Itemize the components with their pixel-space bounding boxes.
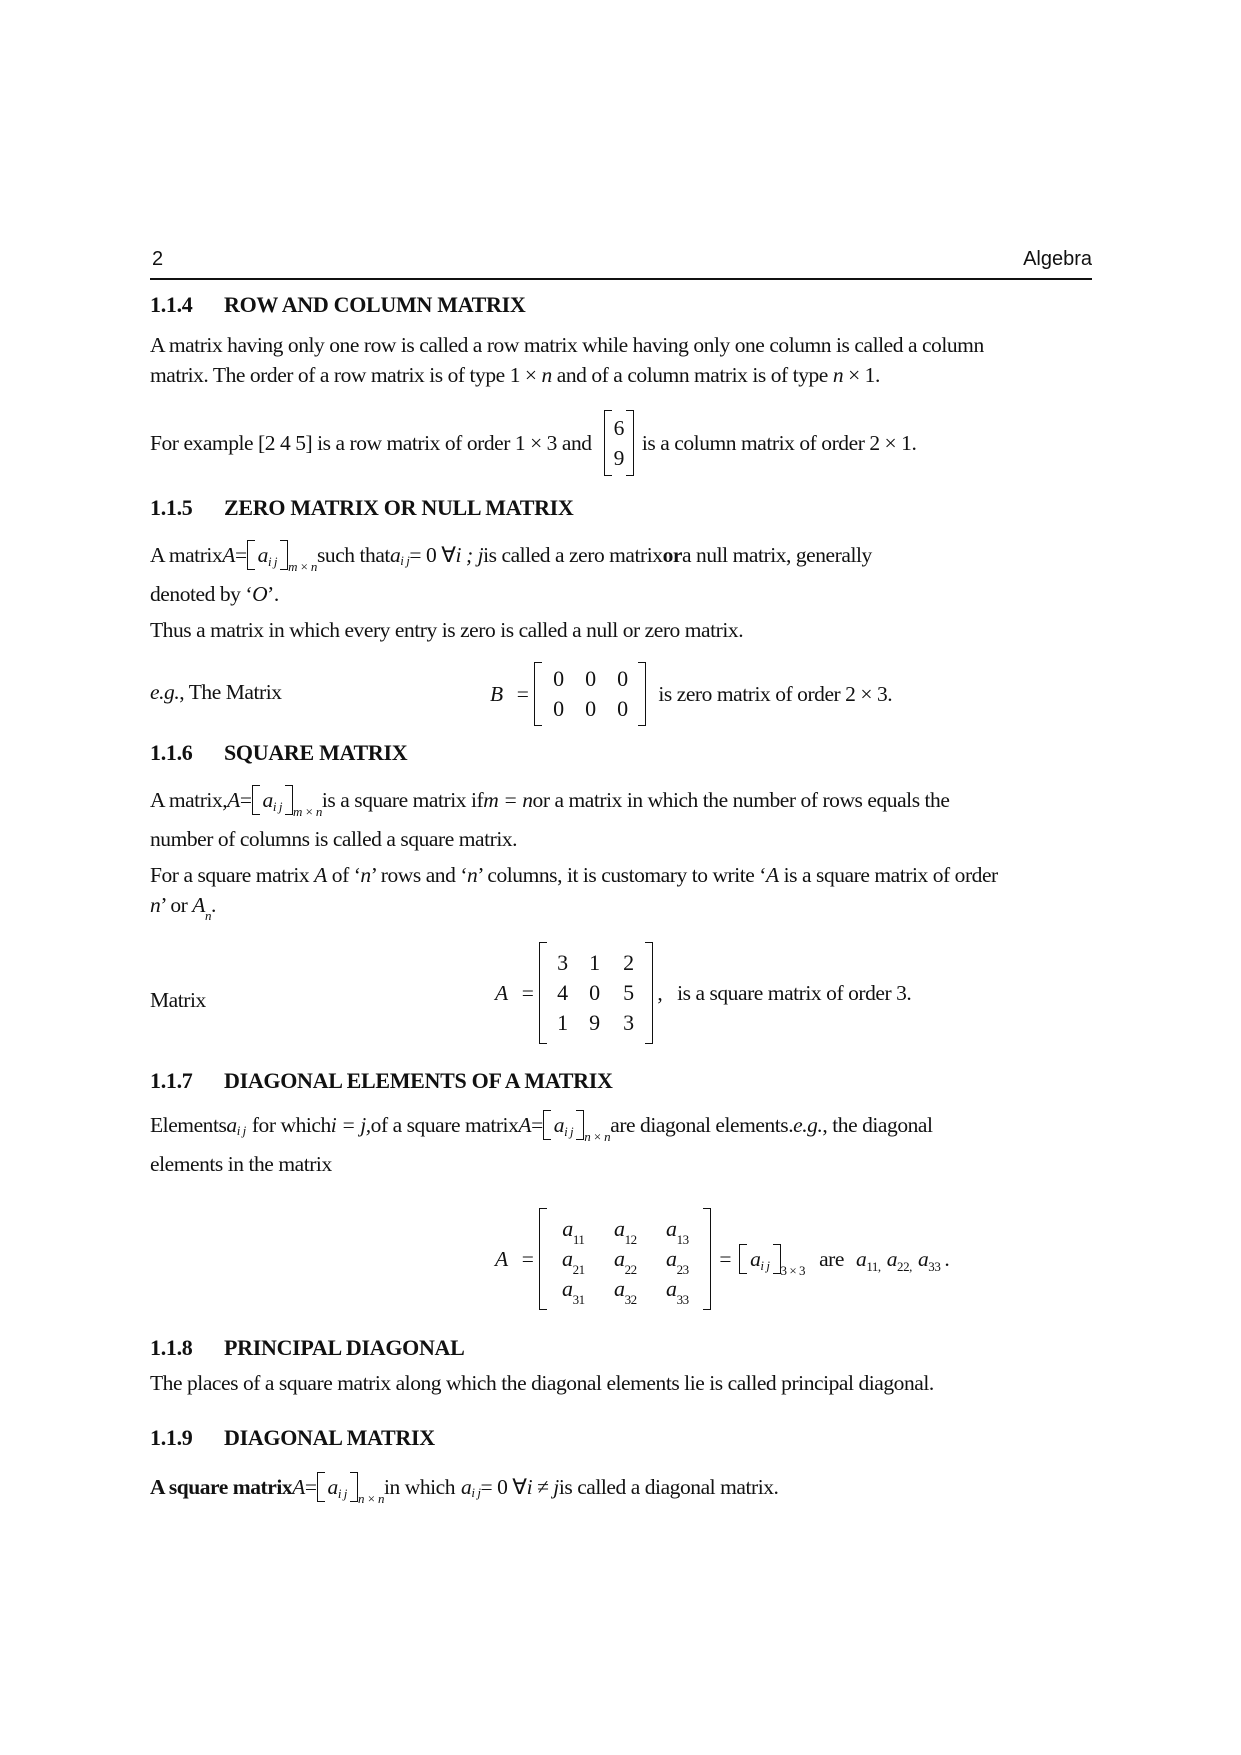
square-matrix	[539, 942, 653, 1044]
section-title: DIAGONAL ELEMENTS OF A MATRIX	[224, 1068, 613, 1093]
square-matrix-example: A = 3 1 2 4 0 5 1 9 3 , is a square matrix of order 3.	[495, 942, 911, 1044]
zero-matrix-example: B = 0 0 0 0 0 0 is zero matrix of order 2 × 3.	[490, 662, 892, 726]
paragraph: The places of a square matrix along which the diagonal elements lie is called principal diagonal.	[150, 1371, 934, 1395]
matrix-cell: 5	[623, 980, 634, 1005]
matrix-cell: 0	[553, 666, 564, 691]
general-matrix	[539, 1208, 711, 1310]
section-heading-1-1-5	[150, 495, 574, 521]
matrix-cell: 0	[553, 696, 564, 721]
matrix-notation: ai j m × n	[247, 540, 317, 570]
matrix-cell: 0	[585, 696, 596, 721]
paragraph: denoted by ‘O’.	[150, 582, 279, 606]
section-heading-1-1-7	[150, 1068, 613, 1094]
paragraph: Elements a i j for which i = j, of a square matrix A = ai j n × n are diagonal elements. e.g. , the diagonal	[150, 1110, 933, 1140]
matrix-cell: $a_{21}$	[562, 1246, 585, 1277]
section-number: 1.1.8	[150, 1335, 193, 1360]
matrix-notation: ai j n × n	[317, 1472, 384, 1502]
matrix-cell: 1	[557, 1010, 568, 1035]
section-title: ZERO MATRIX OR NULL MATRIX	[224, 495, 574, 520]
section-number: 1.1.4	[150, 292, 193, 317]
matrix-label: Matrix	[150, 988, 206, 1012]
matrix-notation: ai j m × n	[252, 785, 322, 815]
paragraph: n’ or $A_n$.	[150, 893, 216, 923]
section-heading-1-1-4	[150, 292, 526, 318]
matrix-cell: 0	[585, 666, 596, 691]
matrix-cell: $a_{11}$	[562, 1216, 585, 1247]
paragraph: A square matrix A = ai j n × n in which a i j = 0 ∀ i ≠ j is called a diagonal matrix.	[150, 1472, 778, 1502]
matrix-notation: ai j 3 × 3	[739, 1244, 805, 1274]
paragraph: number of columns is called a square matrix.	[150, 827, 518, 851]
matrix-cell: $a_{22}$	[614, 1246, 637, 1277]
matrix-cell: $a_{23}$	[666, 1246, 689, 1277]
paragraph: For a square matrix A of ‘n’ rows and ‘n’ columns, it is customary to write ‘A is a square matrix of order	[150, 863, 998, 887]
section-number: 1.1.6	[150, 740, 193, 765]
section-number: 1.1.7	[150, 1068, 193, 1093]
matrix-cell: 0	[617, 696, 628, 721]
matrix-cell: 9	[613, 446, 624, 470]
paragraph: A matrix A = ai j m × n such that a i j = 0 ∀ i ; j is called a zero matrix or a null matrix, generally	[150, 540, 872, 570]
section-title: SQUARE MATRIX	[224, 740, 408, 765]
page-number: 2	[152, 248, 164, 270]
matrix-cell: $a_{12}$	[614, 1216, 637, 1247]
matrix-cell: 3	[557, 950, 568, 975]
matrix-cell: 0	[589, 980, 600, 1005]
matrix-notation: ai j n × n	[543, 1110, 610, 1140]
paragraph: A matrix having only one row is called a row matrix while having only one column is called a column	[150, 333, 984, 357]
matrix-cell: $a_{31}$	[562, 1276, 585, 1307]
matrix-cell: 6	[613, 416, 624, 440]
paragraph: A matrix, A = ai j m × n is a square matrix if m = n or a matrix in which the number of rows equals the	[150, 785, 949, 815]
matrix-cell: 2	[623, 950, 634, 975]
example-row-column: For example [2 4 5] is a row matrix of order 1 × 3 and 6 9 is a column matrix of order 2 × 1.	[150, 410, 916, 476]
section-heading-1-1-8	[150, 1335, 465, 1361]
matrix-cell: 9	[589, 1010, 600, 1035]
matrix-cell: 1	[589, 950, 600, 975]
matrix-cell: $a_{33}$	[666, 1276, 689, 1307]
zero-matrix	[534, 662, 646, 726]
section-number: 1.1.5	[150, 495, 193, 520]
section-title: ROW AND COLUMN MATRIX	[224, 292, 526, 317]
matrix-cell: $a_{32}$	[614, 1276, 637, 1307]
paragraph: matrix. The order of a row matrix is of type 1 × n and of a column matrix is of type n × 1.	[150, 363, 880, 387]
running-title: Algebra	[1023, 248, 1092, 270]
section-number: 1.1.9	[150, 1425, 193, 1450]
paragraph: Thus a matrix in which every entry is zero is called a null or zero matrix.	[150, 618, 744, 642]
matrix-cell: 0	[617, 666, 628, 691]
section-heading-1-1-6	[150, 740, 407, 766]
diagonal-matrix-example: A = $a_{11}$ $a_{12}$ $a_{13}$ $a_{21}$ $a_{22}$ $a_{23}$ $a_{31}$ $a_{32}$ $a_{33}$ = ai j 3 × 3 are a 11, a 22, a 33 .	[495, 1208, 949, 1310]
column-matrix	[604, 410, 634, 476]
matrix-cell: 3	[623, 1010, 634, 1035]
matrix-cell: $a_{13}$	[666, 1216, 689, 1247]
paragraph: elements in the matrix	[150, 1152, 332, 1176]
section-title: PRINCIPAL DIAGONAL	[224, 1335, 465, 1360]
running-header	[150, 248, 1092, 280]
matrix-cell: 4	[557, 980, 568, 1005]
section-heading-1-1-9	[150, 1425, 435, 1451]
example-label: e.g., The Matrix	[150, 680, 282, 704]
section-title: DIAGONAL MATRIX	[224, 1425, 435, 1450]
